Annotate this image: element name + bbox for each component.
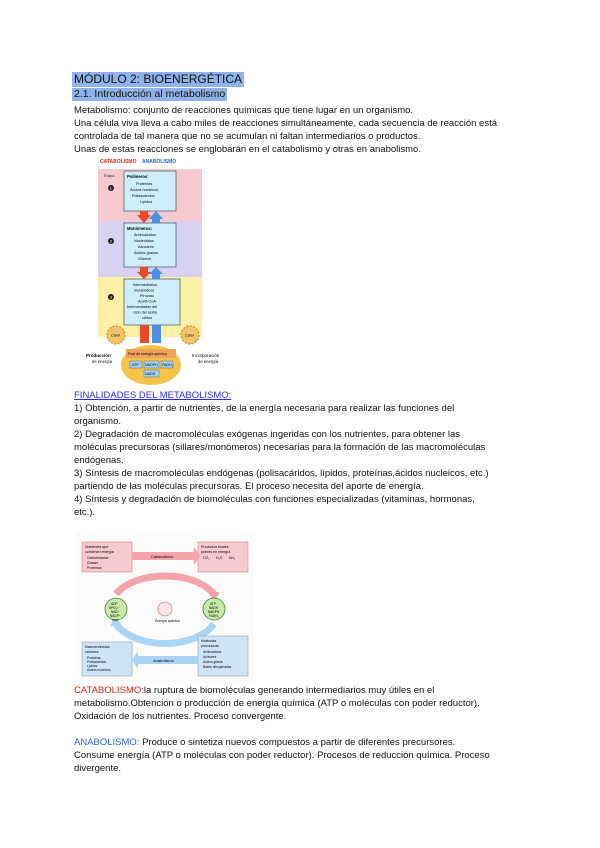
precursors-text: Azúcares [203,655,217,659]
energy-incorporation-label: de energía [198,359,219,364]
precursors-text: Aminoácidos [203,650,222,654]
atp-text: ATP [210,602,216,606]
nutrients-text: Nutrientes que [85,545,109,549]
intermediates-item: Intermediarios [133,283,158,287]
catabolism-header: CATABOLISMO [100,159,137,165]
anabolism-header: ANABOLISMO [142,159,177,165]
polymers-item: Ácidos nucleicos [130,188,159,192]
stage-label: Etapa [104,173,115,178]
energy-incorporation-label: Incorporación [192,353,220,358]
purposes-line: 2) Degradación de macromoléculas exógenas ingeridas con los nutrientes, para obtener las [74,429,461,440]
monomers-item: Aminoácidos [134,233,156,237]
purposes-line: endógenas. [74,455,124,466]
intro-line: Una célula viva lleva a cabo miles de reacciones simultáneamente, cada secuencia de reacción está [74,118,497,129]
monomers-item: Glicerol [138,257,151,261]
purposes-line: organismo. [74,416,121,427]
section-title: 2.1. Introducción al metabolismo [74,88,226,100]
stage-3-number: 3 [109,294,113,300]
polymers-title: Polímeros: [127,174,149,179]
chemical-energy-node [158,602,172,616]
precursors-text: Bases nitrogenadas [203,665,232,669]
macromolecules-text: Ácidos nucleicos [87,668,111,672]
intro-line: Unas de estas reacciones se englobarán en el catabolismo y otras en anabolismo. [74,144,421,155]
polymers-item: Lípidos [140,200,153,204]
macromolecules-text: Macromoléculas [85,645,110,649]
intermediates-item: Acetil-CoA [138,299,156,304]
anabolism-shaft [152,325,161,343]
purposes-heading: FINALIDADES DEL METABOLISMO: [74,390,232,401]
intermediates-item: metabólicos [134,288,155,293]
intermediates-item: Intermediarios del [127,305,158,309]
catabolism-shaft [140,325,149,343]
stage-2-number: 2 [109,238,113,244]
macromolecules-text: celulares [85,650,99,654]
heat-label-left: Calor [111,333,121,338]
anabolism-definition-text: Produce o sintetiza nuevos compuestos a partir de diferentes precursores. [139,737,456,748]
catabolism-anabolism-cycle-diagram [76,532,254,682]
macromolecules-text: Lípidos [87,664,98,668]
atp-text: NADPH [208,610,220,614]
energy-carrier: FADH₂ [162,363,173,367]
energy-carrier: ATP [132,363,139,367]
intro-line: controlada de tal manera que no se acumulan ni faltan intermediarios o productos. [74,131,421,142]
precursors-text: precursoras [201,644,219,648]
polymers-item: Polisacáridos [132,194,155,198]
purposes-line: moléculas precursoras (sillares/monómeros) necesarias para la formación de las macromoléculas [74,442,486,453]
adp-text: NAD⁺ [111,610,120,614]
chemical-energy-text: Energía química [155,619,180,623]
nutrients-text: Proteínas [87,566,102,570]
energy-carrier: NADH [145,372,156,376]
end-products-text: Productos finales [201,545,229,549]
nutrients-text: Grasas [87,561,98,565]
end-products-text: H₂O [216,556,223,560]
heat-label-right: Calor [185,333,195,338]
energy-production-label: de energía [92,359,113,364]
anabolism-line: Consume energía (ATP o moléculas con poder reductor). Procesos de reducción química. Proceso [74,750,490,761]
monomers-item: Nucleótidos [134,239,154,243]
catabolism-definition-text: la ruptura de biomoléculas generando intermediarios muy útiles en el [143,685,435,696]
nutrients-text: Carbohidratos [87,556,109,560]
adp-text: NADP⁺ [110,614,121,618]
intermediates-item: cítrico [142,316,153,320]
monomers-item: Ácidos grasos [134,251,158,255]
end-products-text: NH₃ [229,556,236,560]
monomers-item: Azúcares [138,245,154,249]
atp-text: NADH [209,606,219,610]
monomers-title: Monómeros: [127,226,153,231]
anabolism-term: ANABOLISMO: [74,737,140,748]
anabolism-arrow-label: Anabolismo [153,658,174,663]
purposes-line: etc.). [74,507,96,518]
precursors-text: Moléculas [201,639,217,643]
catabolism-term: CATABOLISMO: [74,685,144,696]
energy-production-label: Producción [86,353,111,358]
purposes-line: 3) Síntesis de macromoléculas endógenas (polisacáridos, lípidos, proteínas,ácidos nucleicos, etc.) [74,468,489,479]
catabolism-definition [74,684,434,697]
anabolism-line: divergente. [74,763,122,774]
intermediates-item: Piruvato [140,294,154,298]
adp-text: HPO₄²⁻ [109,606,120,610]
end-products-text: CO₂ [203,556,210,560]
anabolism-definition [74,736,455,749]
macromolecules-text: Proteínas [87,656,101,660]
adp-text: FAD [112,618,118,622]
catabolism-line: Oxidación de los nutrientes. Proceso convergente. [74,711,287,722]
purposes-line: 1) Obtención, a partir de nutrientes, de la energía necesaria para realizar las funciones del [74,403,455,414]
polymers-item: Proteínas [136,182,153,186]
energy-pool-title: Pool de energía química [128,352,167,356]
purposes-line: 4) Síntesis y degradación de biomoléculas con funciones especializadas (vitaminas, hormonas, [74,494,475,505]
end-products-text: pobres en energía [201,550,231,554]
intro-line: Metabolismo: conjunto de reacciones químicas que tiene lugar en un organismo. [74,105,414,116]
adp-text: ADP [111,602,118,606]
precursors-text: Ácidos grasos [203,660,224,664]
stage-1-number: 1 [109,185,113,191]
purposes-line: partiendo de las moléculas precursoras. El proceso necesita del aporte de energía. [74,481,424,492]
metabolism-stages-diagram [80,155,240,387]
module-title: MÓDULO 2: BIOENERGÉTICA [74,72,243,86]
macromolecules-text: Polisacáridos [87,660,106,664]
catabolism-line: metabolismo.Obtención o producción de energía química (ATP o moléculas con poder reductor). [74,698,480,709]
intermediates-item: ciclo del ácido [133,310,157,315]
catabolism-arrow-label: Catabolismo [151,554,174,559]
energy-carrier: NADPH [145,363,158,367]
nutrients-text: contienen energía [85,550,114,554]
atp-text: FADH₂ [209,614,219,618]
